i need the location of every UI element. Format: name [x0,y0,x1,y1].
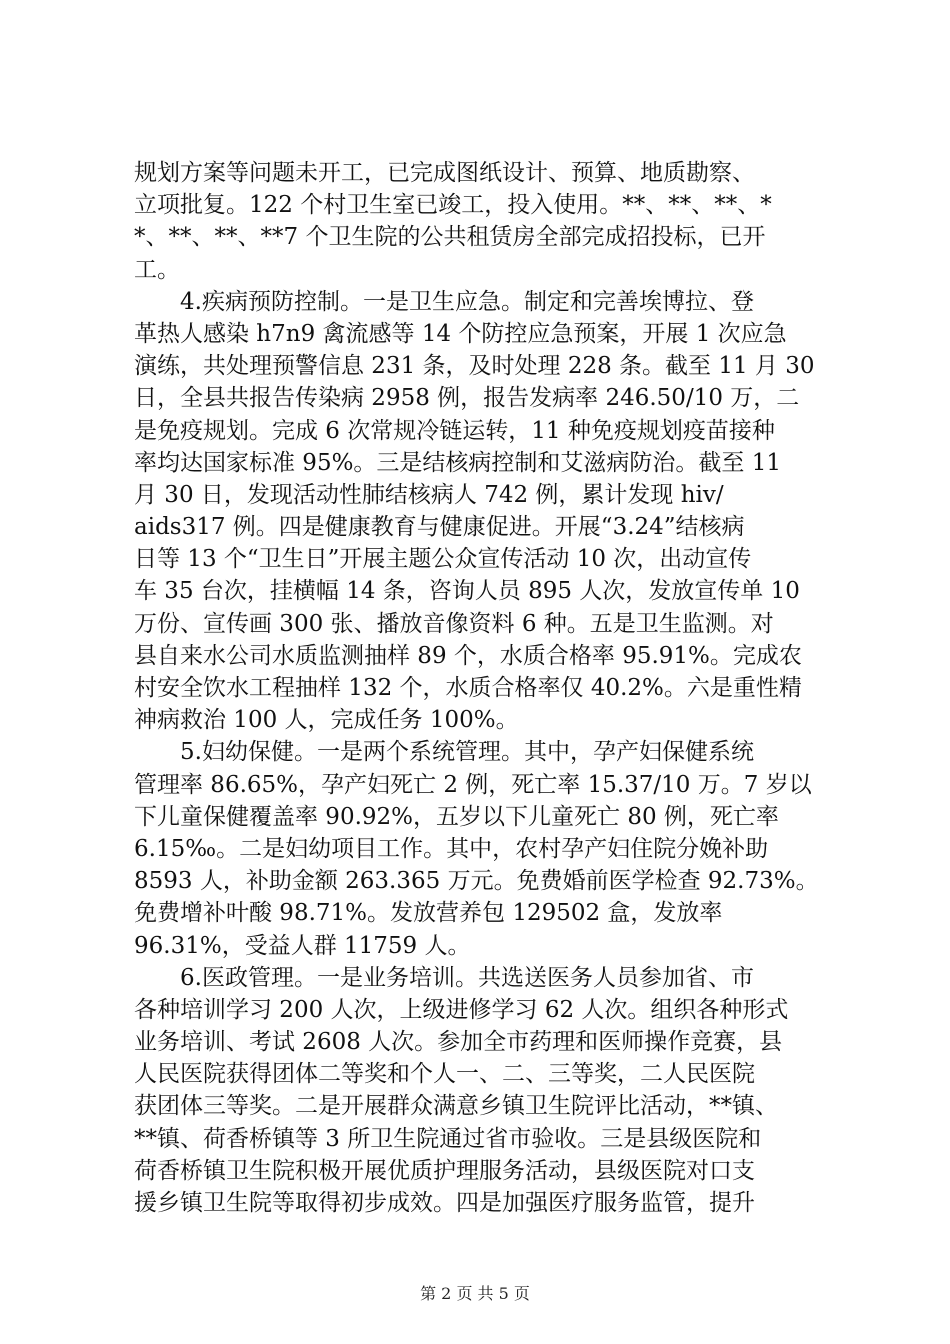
text-line: 演练，共处理预警信息 231 条，及时处理 228 条。截至 11 月 30 [134,353,815,380]
paragraph-first-line: 5.妇幼保健。一是两个系统管理。其中，孕产妇保健系统 [180,739,754,766]
paragraph-first-line: 6.医政管理。一是业务培训。共选送医务人员参加省、市 [180,964,754,991]
text-line: 6.15‰。二是妇幼项目工作。其中，农村孕产妇住院分娩补助 [134,835,769,862]
page-footer: 第 2 页 共 5 页 [420,1284,530,1303]
text-line: 月 30 日，发现活动性肺结核病人 742 例，累计发现 hiv/ [134,481,724,508]
text-line: 8593 人，补助金额 263.365 万元。免费婚前医学检查 92.73%。 [134,868,819,895]
text-line: 是免疫规划。完成 6 次常规冷链运转，11 种免疫规划疫苗接种 [134,417,775,444]
text-line: **镇、荷香桥镇等 3 所卫生院通过省市验收。三是县级医院和 [134,1125,762,1152]
text-line: 人民医院获得团体二等奖和个人一、二、三等奖，二人民医院 [134,1061,755,1088]
text-line: 县自来水公司水质监测抽样 89 个，水质合格率 95.91%。完成农 [134,642,802,669]
text-line: 各种培训学习 200 人次，上级进修学习 62 人次。组织各种形式 [134,996,789,1023]
text-line: 立项批复。122 个村卫生室已竣工，投入使用。**、**、**、* [134,192,772,219]
text-line: 神病救治 100 人，完成任务 100%。 [134,707,519,734]
text-line: 荷香桥镇卫生院积极开展优质护理服务活动，县级医院对口支 [134,1157,755,1184]
text-line: 免费增补叶酸 98.71%。发放营养包 129502 盒，发放率 [134,900,723,927]
text-line: 村安全饮水工程抽样 132 个，水质合格率仅 40.2%。六是重性精 [134,675,802,701]
text-line: 援乡镇卫生院等取得初步成效。四是加强医疗服务监管，提升 [134,1190,755,1216]
text-line: 获团体三等奖。二是开展群众满意乡镇卫生院评比活动，**镇、 [134,1093,778,1120]
text-line: 下儿童保健覆盖率 90.92%，五岁以下儿童死亡 80 例，死亡率 [134,803,779,830]
text-line: *、**、**、**7 个卫生院的公共租赁房全部完成招投标，已开 [134,224,766,251]
text-line: 万份、宣传画 300 张、播放音像资料 6 种。五是卫生监测。对 [134,610,774,637]
text-line: 率均达国家标准 95%。三是结核病控制和艾滋病防治。截至 11 [134,449,782,476]
text-line: 规划方案等问题未开工，已完成图纸设计、预算、地质勘察、 [134,160,755,186]
text-line: 业务培训、考试 2608 人次。参加全市药理和医师操作竞赛，县 [134,1029,783,1056]
text-line: aids317 例。四是健康教育与健康促进。开展“3.24”结核病 [134,514,745,541]
text-line: 96.31%，受益人群 11759 人。 [134,932,471,959]
paragraph-first-line: 4.疾病预防控制。一是卫生应急。制定和完善埃博拉、登 [180,288,754,315]
text-line: 日等 13 个“卫生日”开展主题公众宣传活动 10 次，出动宣传 [134,546,752,573]
text-line: 革热人感染 h7n9 禽流感等 14 个防控应急预案，开展 1 次应急 [134,320,787,347]
text-line: 管理率 86.65%，孕产妇死亡 2 例，死亡率 15.37/10 万。7 岁以 [134,771,812,798]
text-line: 工。 [134,256,180,283]
body-text [134,157,834,1219]
text-line: 车 35 台次，挂横幅 14 条，咨询人员 895 人次，发放宣传单 10 [134,578,800,605]
text-line: 日，全县共报告传染病 2958 例，报告发病率 246.50/10 万，二 [134,385,800,412]
